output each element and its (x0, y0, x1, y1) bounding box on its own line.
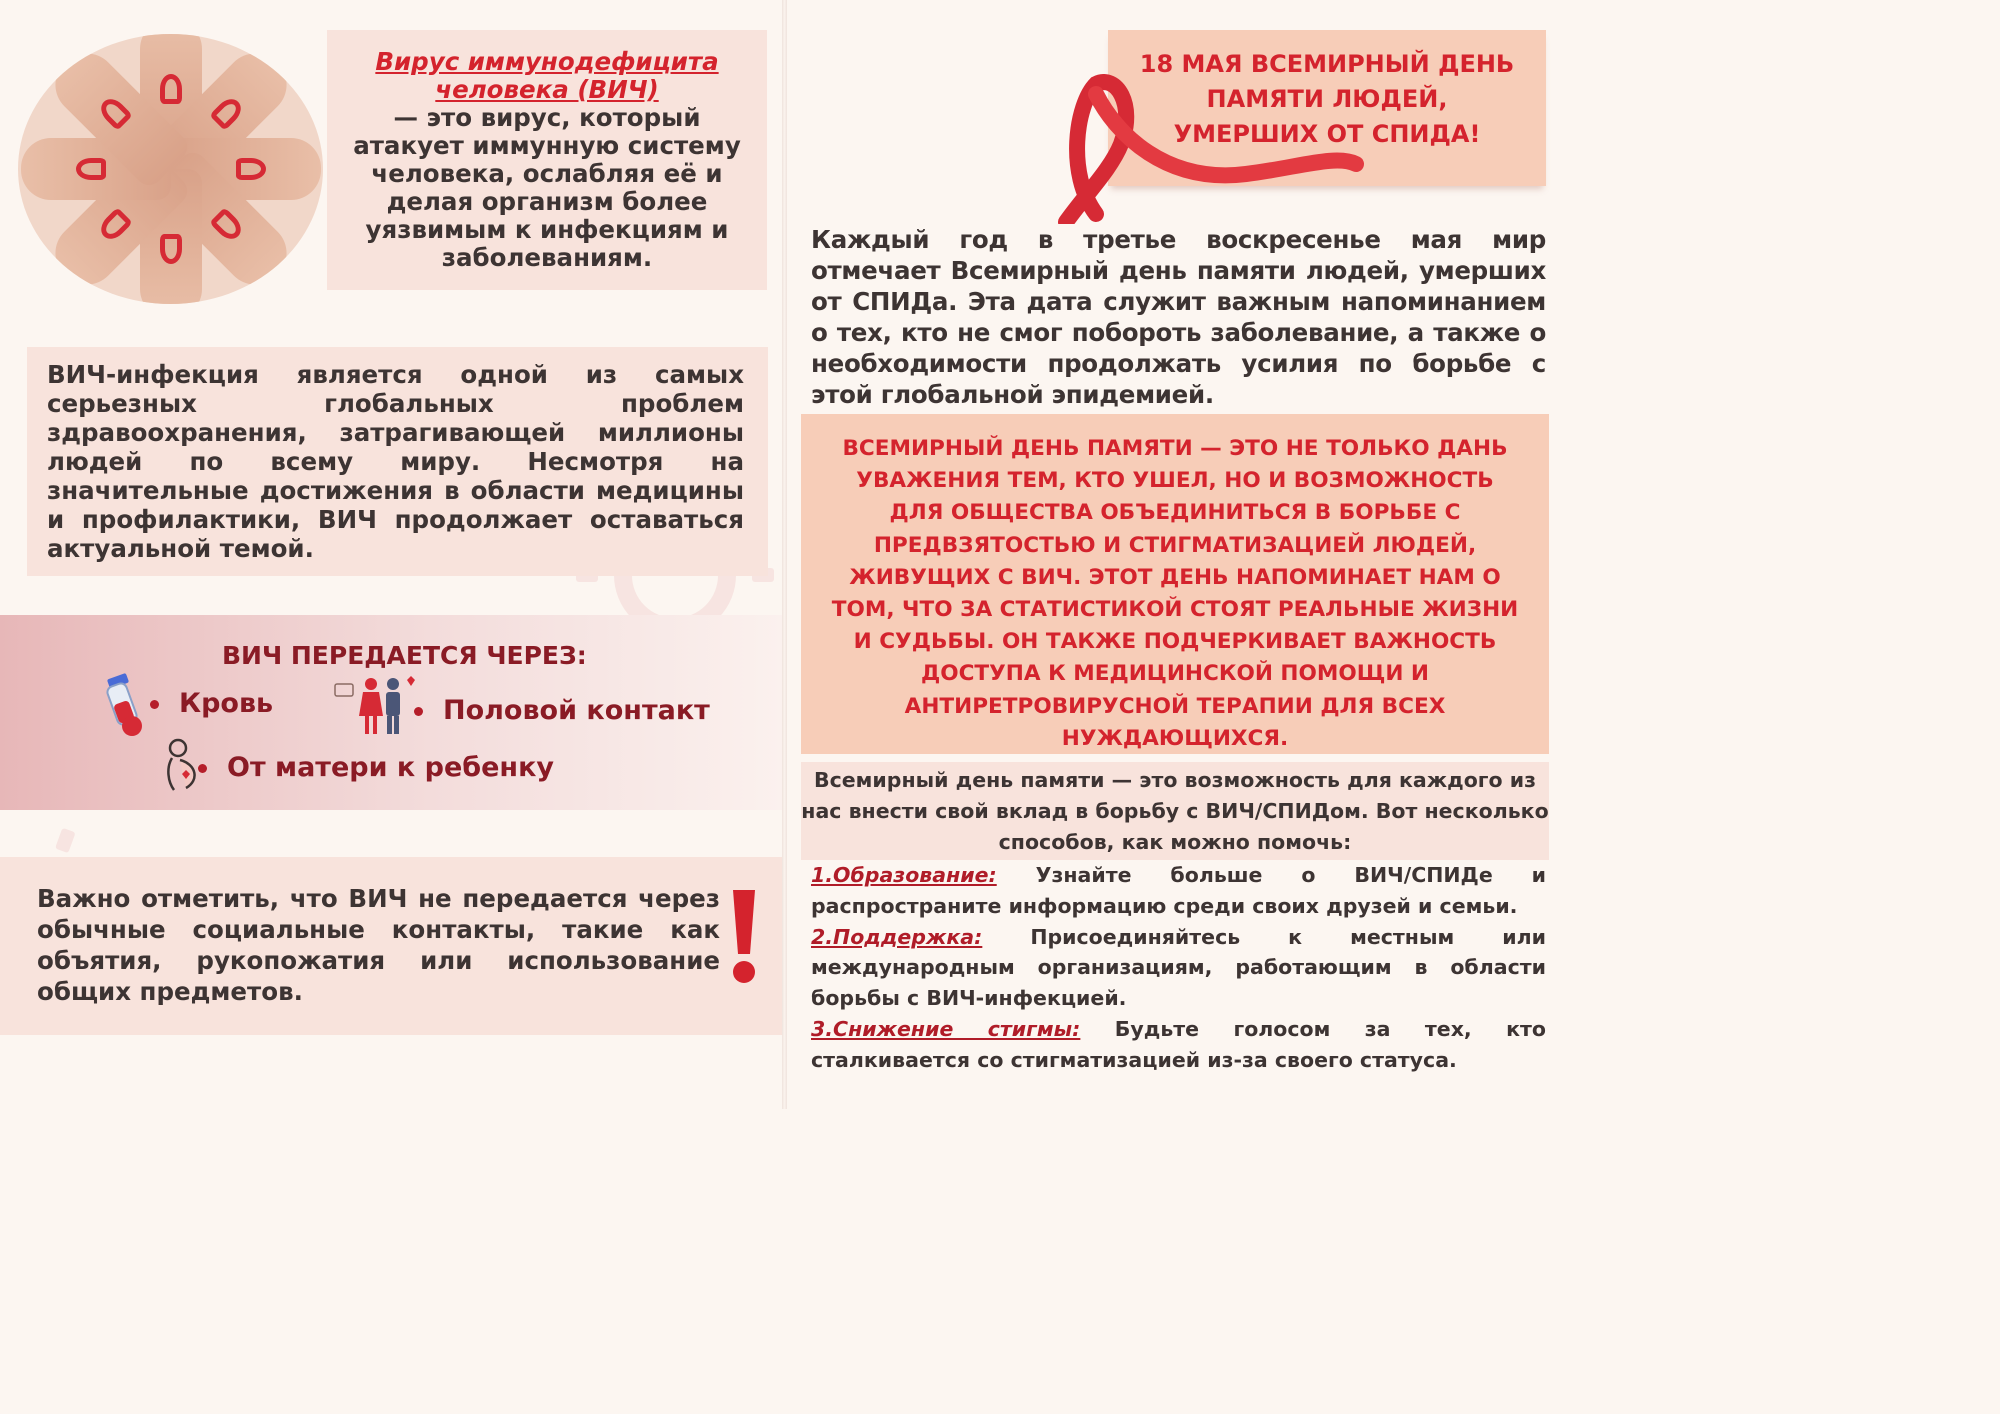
memorial-day-panel (801, 414, 1549, 754)
transmission-item-blood (150, 688, 273, 719)
may-banner-title: 18 МАЯ ВСЕМИРНЫЙ ДЕНЬ ПАМЯТИ ЛЮДЕЙ, УМЕРШИХ ОТ СПИДА! (1139, 50, 1515, 148)
red-ribbon-icon (1026, 74, 1366, 224)
page-fold (782, 0, 787, 1109)
transmission-title: ВИЧ ПЕРЕДАЕТСЯ ЧЕРЕЗ: (222, 641, 587, 670)
help-item-key: 1.Образование: (811, 863, 997, 887)
help-item-stigma (811, 1014, 1546, 1076)
help-item-key: 3.Снижение стигмы: (811, 1016, 1081, 1041)
blood-tube-icon (102, 672, 152, 738)
help-item-text: Присоединяйтесь к местным или международным организациям, работающим в области борьбы с ВИЧ-инфекцией. (811, 924, 1546, 1011)
definition-body: — это вирус, который атакует иммунную систему человека, ослабляя её и делая организм более уязвимым к инфекциям и заболеваниям. (353, 103, 741, 272)
transmission-item-mother (198, 752, 554, 783)
help-item-text: Будьте голосом за тех, кто сталкивается со стигматизацией из-за своего статуса. (811, 1016, 1546, 1072)
hiv-definition-panel (327, 30, 767, 290)
help-list (811, 860, 1546, 1076)
intro-text: ВИЧ-инфекция является одной из самых серьезных глобальных проблем здравоохранения, затрагивающей миллионы людей по всему миру. Несмотря на значительные достижения в области медицины и профилактики, ВИЧ продолжает оставаться актуальной темой. (47, 360, 744, 563)
every-year-text: Каждый год в третье воскресенье мая мир отмечает Всемирный день памяти людей, умерших от СПИДа. Эта дата служит важным напоминанием о тех, кто не смог побороть заболевание, а также о необходимости продолжать усилия по борьбе с этой глобальной эпидемией. (811, 225, 1546, 409)
how-to-help-intro (801, 762, 1549, 860)
memorial-text: ВСЕМИРНЫЙ ДЕНЬ ПАМЯТИ — ЭТО НЕ ТОЛЬКО ДАНЬ УВАЖЕНИЯ ТЕМ, КТО УШЕЛ, НО И ВОЗМОЖНОСТЬ ДЛЯ ОБЩЕСТВА ОБЪЕДИНИТЬСЯ В БОРЬБЕ С ПРЕДВЗЯТОСТЬЮ И СТИГМАТИЗАЦИЕЙ ЛЮДЕЙ, ЖИВУЩИХ С ВИЧ. ЭТОТ ДЕНЬ НАПОМИНАЕТ НАМ О ТОМ, ЧТО ЗА СТАТИСТИКОЙ СТОЯТ РЕАЛЬНЫЕ ЖИЗНИ И СУДЬБЫ. ОН ТАКЖЕ ПОДЧЕРКИВАЕТ ВАЖНОСТЬ ДОСТУПА К МЕДИЦИНСКОЙ ПОМОЩИ И АНТИРЕТРОВИРУСНОЙ ТЕРАПИИ ДЛЯ ВСЕХ НУЖДАЮЩИХСЯ. (831, 436, 1519, 751)
transmission-item-sexual (414, 695, 710, 726)
help-intro-text: Всемирный день памяти — это возможность для каждого из нас внести свой вклад в борьбу с ВИЧ/СПИДом. Вот несколько способов, как можно помочь: (801, 768, 1549, 854)
definition-title-line1: Вирус иммунодефицита (375, 47, 719, 76)
bullet (198, 764, 207, 773)
definition-title-line2: человека (ВИЧ) (435, 75, 659, 104)
hiv-intro-panel (27, 347, 768, 576)
transmission-item-label: Половой контакт (443, 695, 710, 726)
help-item-support (811, 922, 1546, 1014)
not-transmitted-note (0, 857, 782, 1035)
bullet (150, 700, 159, 709)
transmission-item-label: Кровь (179, 688, 274, 719)
bullet (414, 707, 423, 716)
note-text: Важно отметить, что ВИЧ не передается через обычные социальные контакты, такие как объятия, рукопожатия или использование общих предметов. (37, 884, 720, 1006)
transmission-item-label: От матери к ребенку (227, 752, 555, 783)
help-item-text: Узнайте больше о ВИЧ/СПИДе и распространите информацию среди своих друзей и семьи. (811, 863, 1546, 918)
couple-icon (333, 674, 419, 738)
hands-with-ribbons-photo (18, 34, 323, 304)
help-item-education (811, 860, 1546, 922)
help-item-key: 2.Поддержка: (811, 924, 983, 949)
exclamation-icon (731, 888, 757, 984)
